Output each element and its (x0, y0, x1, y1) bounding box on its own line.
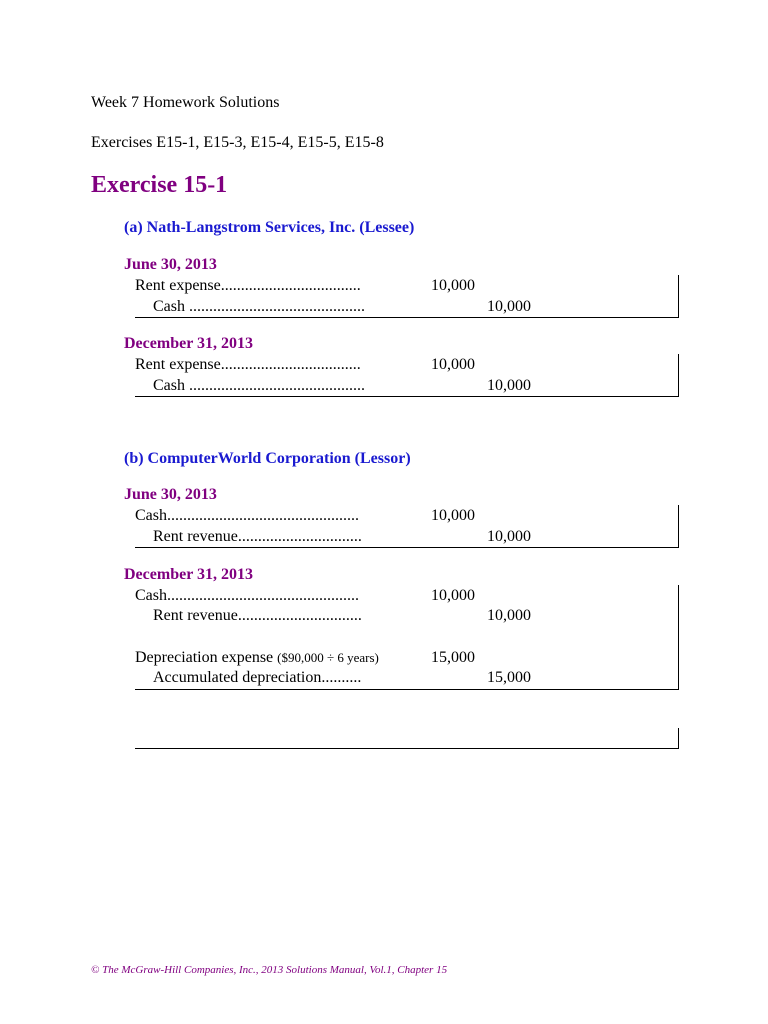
credit-amount: 15,000 (487, 669, 531, 686)
debit-amount: 15,000 (431, 649, 475, 666)
debit-account: Rent expense................................... (135, 277, 361, 294)
credit-account: Accumulated depreciation.......... (153, 669, 362, 686)
credit-amount: 10,000 (487, 377, 531, 394)
debit-amount: 10,000 (431, 587, 475, 604)
debit-amount: 10,000 (431, 507, 475, 524)
empty-box-border-bottom (135, 748, 679, 749)
debit-account: Depreciation expense (135, 649, 274, 666)
entry-border-bottom (135, 317, 679, 318)
debit-account: Cash................................................ (135, 587, 359, 604)
entry-border-bottom (135, 396, 679, 397)
entry-date: June 30, 2013 (124, 486, 217, 503)
entry-border-right (678, 585, 679, 689)
credit-amount: 10,000 (487, 298, 531, 315)
depreciation-line (135, 649, 379, 667)
empty-box-border-right (678, 728, 679, 748)
exercise-list: Exercises E15-1, E15-3, E15-4, E15-5, E15-8 (91, 134, 384, 151)
part-a-heading: (a) Nath-Langstrom Services, Inc. (Lessee) (124, 219, 415, 236)
exercise-heading: Exercise 15-1 (91, 172, 228, 198)
credit-account: Rent revenue............................... (153, 607, 362, 624)
entry-border-bottom (135, 547, 679, 548)
entry-date: December 31, 2013 (124, 566, 253, 583)
credit-account: Cash ............................................ (153, 298, 365, 315)
entry-date: June 30, 2013 (124, 256, 217, 273)
credit-amount: 10,000 (487, 528, 531, 545)
entry-border-right (678, 354, 679, 396)
debit-amount: 10,000 (431, 356, 475, 373)
document-title: Week 7 Homework Solutions (91, 94, 280, 111)
entry-border-right (678, 275, 679, 317)
entry-border-bottom (135, 689, 679, 690)
entry-date: December 31, 2013 (124, 335, 253, 352)
credit-amount: 10,000 (487, 607, 531, 624)
depreciation-note: ($90,000 ÷ 6 years) (277, 650, 379, 665)
credit-account: Cash ............................................ (153, 377, 365, 394)
entry-border-right (678, 505, 679, 547)
footer-copyright: © The McGraw-Hill Companies, Inc., 2013 Solutions Manual, Vol.1, Chapter 15 (91, 964, 448, 976)
credit-account: Rent revenue............................... (153, 528, 362, 545)
part-b-heading: (b) ComputerWorld Corporation (Lessor) (124, 450, 411, 467)
debit-account: Cash................................................ (135, 507, 359, 524)
debit-amount: 10,000 (431, 277, 475, 294)
debit-account: Rent expense................................... (135, 356, 361, 373)
